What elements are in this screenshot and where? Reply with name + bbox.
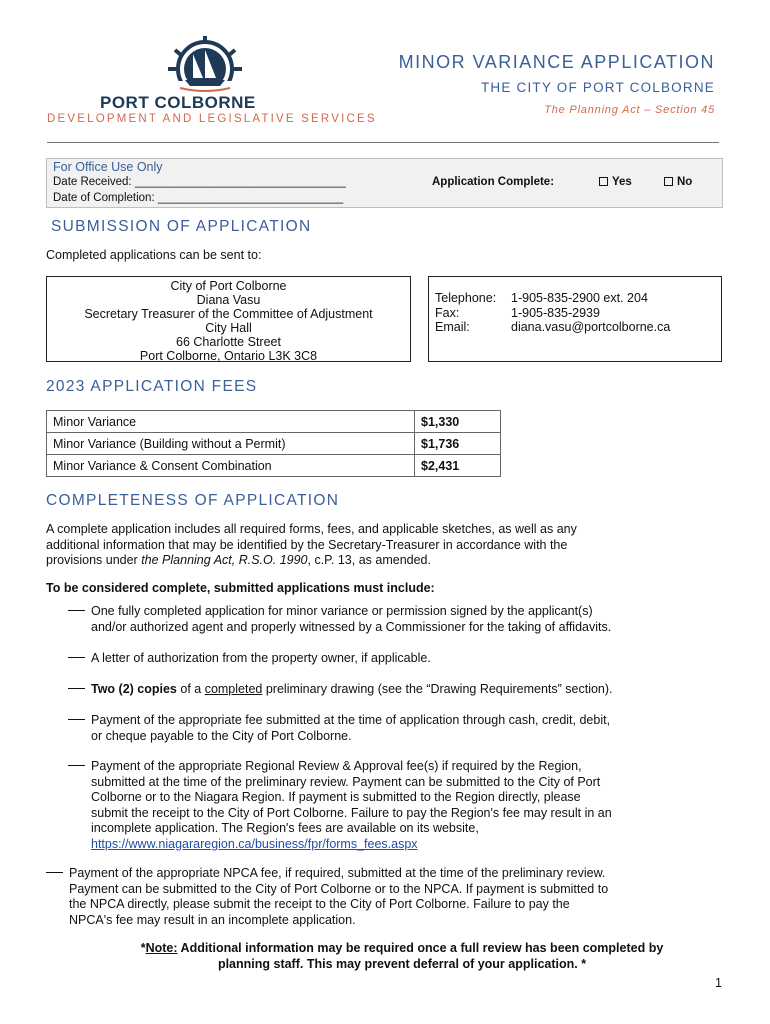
fax-row <box>435 306 721 321</box>
act-reference: The Planning Act – Section 45 <box>544 104 715 116</box>
dash-icon <box>46 872 63 873</box>
list-item-text: NPCA's fee may result in an incomplete application. <box>69 912 356 927</box>
telephone-label: Telephone: <box>435 291 497 305</box>
office-use-heading: For Office Use Only <box>53 160 163 174</box>
list-item <box>68 651 431 667</box>
list-item-text: Payment of the appropriate fee submitted at the time of application through cash, credit, debit, <box>91 713 611 727</box>
telephone-value: 1-905-835-2900 ext. 204 <box>511 291 648 305</box>
date-received-field[interactable]: Date Received: _________________________________ <box>53 176 346 188</box>
list-item <box>68 682 613 698</box>
header-divider <box>47 142 719 143</box>
intro-text: provisions under <box>46 553 142 567</box>
list-item-text: and/or authorized agent and properly witnessed by a Commissioner for the taking of affidavits. <box>91 619 612 634</box>
fee-amount: $2,431 <box>415 455 501 477</box>
submission-heading: SUBMISSION OF APPLICATION <box>51 218 312 235</box>
note-label: Note: <box>145 941 178 955</box>
org-name: PORT COLBORNE <box>100 93 256 112</box>
list-item-text: submitted at the time of the preliminary review. Payment can be submitted to the City of Port <box>91 774 601 789</box>
telephone-row <box>435 291 721 306</box>
list-item <box>68 713 610 744</box>
act-citation: the Planning Act, R.S.O. 1990 <box>141 553 308 567</box>
yes-checkbox[interactable] <box>599 176 632 188</box>
email-row <box>435 320 721 335</box>
list-item-text: preliminary drawing (see the “Drawing Requirements” section). <box>262 682 613 696</box>
address-line: City of Port Colborne <box>170 279 287 293</box>
fax-value: 1-905-835-2939 <box>511 305 600 320</box>
application-complete-label: Application Complete: <box>432 176 555 188</box>
list-item-text: Payment can be submitted to the City of Port Colborne or to the NPCA. If payment is submitted to <box>69 881 609 896</box>
email-label: Email: <box>435 320 470 334</box>
no-label: No <box>677 176 693 188</box>
list-item-text: One fully completed application for minor variance or permission signed by the applicant(s) <box>91 604 593 618</box>
list-item-bold: Two (2) copies <box>91 682 177 696</box>
completeness-heading: COMPLETENESS OF APPLICATION <box>46 492 340 509</box>
list-item-text: of a <box>176 682 205 696</box>
no-checkbox[interactable] <box>664 176 692 188</box>
city-title: THE CITY OF PORT COLBORNE <box>480 80 715 95</box>
fee-name: Minor Variance <box>47 411 415 433</box>
note-text: * <box>140 941 146 955</box>
table-row <box>47 433 501 455</box>
email-value[interactable]: diana.vasu@portcolborne.ca <box>511 320 671 334</box>
dash-icon <box>68 610 85 611</box>
date-completion-field[interactable]: Date of Completion: _____________________________ <box>53 192 344 204</box>
yes-label: Yes <box>612 176 632 188</box>
note-text: planning staff. This may prevent deferral of your application. * <box>217 956 587 971</box>
table-row <box>47 455 501 477</box>
note <box>46 941 758 972</box>
list-item-text: incomplete application. The Region's fees are available on its website, <box>91 821 479 835</box>
intro-text: , c.P. 13, as amended. <box>307 553 431 567</box>
fee-name: Minor Variance (Building without a Permit) <box>47 433 415 455</box>
intro-line <box>46 553 577 569</box>
intro-line: additional information that may be identified by the Secretary-Treasurer in accordance with the <box>46 537 568 552</box>
must-include-heading: To be considered complete, submitted applications must include: <box>46 581 435 595</box>
fee-amount: $1,330 <box>415 411 501 433</box>
address-line: Port Colborne, Ontario L3K 3C8 <box>139 349 318 363</box>
address-line: 66 Charlotte Street <box>176 335 281 349</box>
note-text: Additional information may be required once a full review has been completed by <box>177 941 664 955</box>
checkbox-icon <box>664 177 673 186</box>
list-item-text: submit the receipt to the City of Port Colborne. Failure to pay the Region's fee may result in an <box>91 805 612 820</box>
niagara-fees-link[interactable]: https://www.niagararegion.ca/business/fpr/forms_fees.aspx <box>91 836 418 851</box>
fee-name: Minor Variance & Consent Combination <box>47 455 415 477</box>
list-item <box>46 866 608 928</box>
document-title: MINOR VARIANCE APPLICATION <box>398 52 715 72</box>
dash-icon <box>68 688 85 689</box>
list-item-underline: completed <box>204 682 263 696</box>
list-item-text: Colborne or to the Niagara Region. If payment is submitted to the Region directly, please <box>91 790 581 804</box>
dash-icon <box>68 657 85 658</box>
org-subtitle: DEVELOPMENT AND LEGISLATIVE SERVICES <box>47 113 377 125</box>
checkbox-icon <box>599 177 608 186</box>
submission-intro: Completed applications can be sent to: <box>46 248 262 262</box>
fees-heading: 2023 APPLICATION FEES <box>46 378 258 395</box>
list-item-text: Payment of the appropriate NPCA fee, if required, submitted at the time of the preliminary review. <box>69 866 606 880</box>
dash-icon <box>68 719 85 720</box>
port-colborne-logo <box>160 36 250 98</box>
fax-label: Fax: <box>435 305 460 320</box>
fee-amount: $1,736 <box>415 433 501 455</box>
page-number: 1 <box>715 976 722 990</box>
address-box <box>46 276 411 362</box>
list-item-text: A letter of authorization from the property owner, if applicable. <box>91 651 431 665</box>
contact-box <box>428 276 722 362</box>
list-item-text: or cheque payable to the City of Port Colborne. <box>91 728 352 743</box>
completeness-intro <box>46 522 577 569</box>
address-line: Diana Vasu <box>196 293 261 307</box>
list-item-text: Payment of the appropriate Regional Review & Approval fee(s) if required by the Region, <box>91 759 582 773</box>
table-row <box>47 411 501 433</box>
fees-table <box>46 410 501 477</box>
list-item <box>68 759 612 852</box>
list-item <box>68 604 611 635</box>
intro-line: A complete application includes all required forms, fees, and applicable sketches, as well as any <box>46 522 577 536</box>
address-line: Secretary Treasurer of the Committee of Adjustment <box>84 307 373 321</box>
list-item-text: the NPCA directly, please submit the receipt to the City of Port Colborne. Failure to pay the <box>69 897 570 911</box>
dash-icon <box>68 765 85 766</box>
address-line: City Hall <box>205 321 252 335</box>
